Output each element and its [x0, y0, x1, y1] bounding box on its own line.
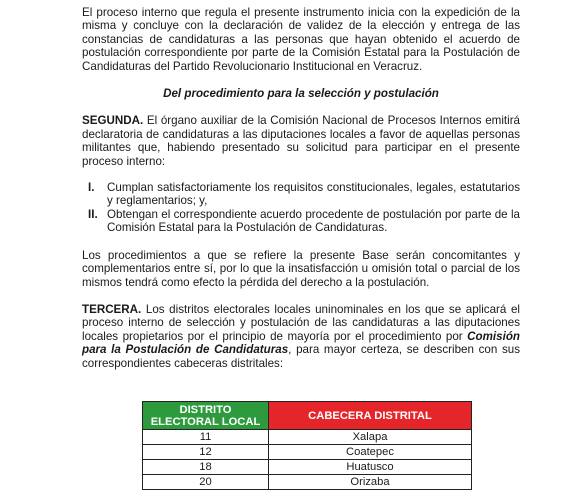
list-item-text: Cumplan satisfactoriamente los requisitos constitucionales, legales, estatutarios y reglamentarios; y, [107, 181, 520, 208]
requirements-list [82, 181, 520, 235]
list-item-number: I. [88, 181, 95, 195]
tercera-text-before: Los distritos electorales locales uninominales en los que se aplicará el proceso interno de selección y postulación de las candidaturas a las diputaciones locales propietarios por el principio de mayoría por el procedimiento por [82, 302, 520, 343]
seat-cell: Huatusco [269, 460, 472, 475]
tercera-text-after: , para mayor certeza, se describen con sus correspondientes cabeceras distritales: [82, 343, 520, 370]
district-cell: 20 [143, 475, 269, 490]
tercera-lead: TERCERA. [82, 302, 142, 316]
list-item [82, 208, 520, 235]
header-seat: CABECERA DISTRITAL [269, 402, 472, 430]
table-header-row [143, 402, 472, 430]
segunda-paragraph [82, 114, 520, 168]
table-row [143, 475, 472, 490]
segunda-lead: SEGUNDA. [82, 114, 144, 128]
header-district-line2: ELECTORAL LOCAL [150, 415, 261, 428]
table-row [143, 430, 472, 445]
tercera-emphasis: Comisión para la Postulación de Candidaturas [82, 329, 520, 357]
segunda-text: El órgano auxiliar de la Comisión Nacional de Procesos Internos emitirá declaratoria de candidaturas a las diputaciones locales a favor de aquellas personas militantes que, habiendo presentado su solicitud para participar en el presente proceso interno: [82, 114, 520, 168]
list-item-text: Obtengan el correspondiente acuerdo procedente de postulación por parte de la Comisión Estatal para la Postulación de Candidaturas. [107, 207, 520, 235]
seat-cell: Xalapa [269, 430, 472, 445]
section-heading: Del procedimiento para la selección y postulación [163, 87, 439, 101]
list-item-number: II. [88, 207, 98, 221]
seat-cell: Orizaba [269, 475, 472, 490]
list-item [82, 181, 520, 208]
header-district [143, 402, 269, 430]
districts-table [142, 401, 472, 490]
table-row [143, 460, 472, 475]
district-cell: 11 [143, 430, 269, 445]
document-body [82, 6, 520, 370]
district-cell: 18 [143, 460, 269, 475]
header-district-line1: DISTRITO [179, 403, 232, 416]
procedimientos-paragraph: Los procedimientos a que se refiere la presente Base serán concomitantes y complementarios entre sí, por lo que la insatisfacción u omisión total o parcial de los mismos tendrá como efecto la pérdida del derecho a la postulación. [82, 248, 520, 289]
tercera-paragraph [82, 303, 520, 370]
intro-paragraph: El proceso interno que regula el presente instrumento inicia con la expedición de la misma y concluye con la declaración de validez de la elección y entrega de las constancias de candidaturas a las personas que hayan obtenido el acuerdo de postulación correspondiente por parte de la Comisión Estatal para la Postulación de Candidaturas del Partido Revolucionario Institucional en Veracruz. [82, 6, 520, 73]
table-row [143, 445, 472, 460]
seat-cell: Coatepec [269, 445, 472, 460]
district-cell: 12 [143, 445, 269, 460]
